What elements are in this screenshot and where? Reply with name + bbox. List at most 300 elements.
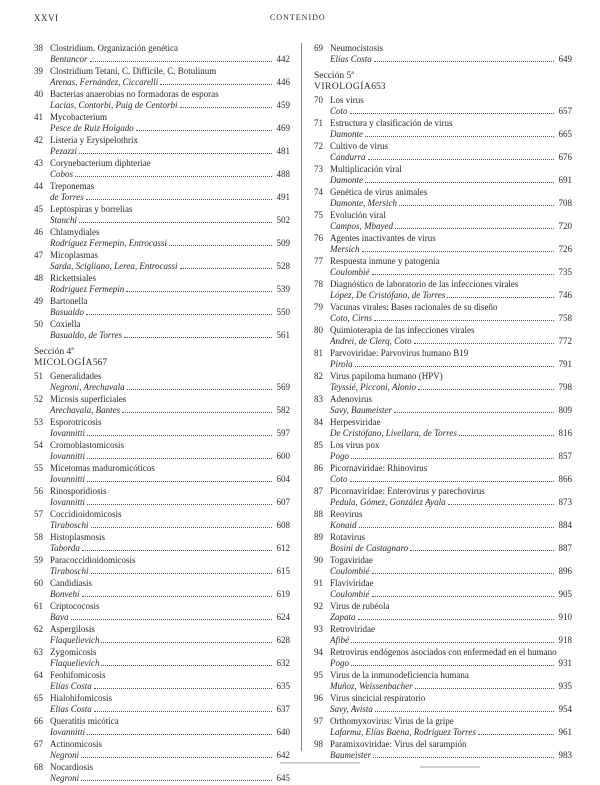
leader-dots [127, 389, 272, 390]
toc-entry [34, 371, 290, 392]
chapter-number: 97 [314, 716, 323, 726]
toc-entry [34, 89, 290, 110]
toc-entry [34, 555, 290, 576]
toc-entry [314, 118, 572, 139]
chapter-page-number: 772 [558, 335, 572, 346]
toc-entry [314, 164, 572, 185]
leader-dots [350, 113, 554, 114]
chapter-body [50, 578, 290, 599]
chapter-authors: Pogo [330, 657, 349, 668]
chapter-page-number: 612 [276, 542, 290, 553]
leader-dots [351, 665, 554, 666]
chapter-body [50, 624, 290, 645]
toc-entry [34, 66, 290, 87]
chapter-title: Togaviridae [330, 555, 373, 565]
chapter-authors: Rodríguez Fermepin, Entrocassi [50, 237, 167, 248]
section-page-number: 653 [371, 82, 386, 92]
toc-entry [314, 325, 572, 346]
chapter-title: Neumocistosis [330, 43, 383, 53]
leader-dots [459, 435, 554, 436]
chapter-authors: Coulombié [330, 565, 370, 576]
toc-entry [34, 204, 290, 225]
chapter-number: 87 [314, 486, 323, 496]
leader-dots [365, 136, 554, 137]
chapter-authors: Savy, Baumeister [330, 404, 392, 415]
leader-dots [75, 176, 272, 177]
toc-entry [314, 348, 572, 369]
chapter-authors-line [330, 313, 572, 324]
toc-entry [314, 555, 572, 576]
chapter-authors: Afibé [330, 634, 349, 645]
chapter-page-number: 628 [276, 634, 290, 645]
chapter-title: Cromoblastomicosis [50, 440, 124, 450]
toc-entry [34, 417, 290, 438]
toc-entry [314, 371, 572, 392]
chapter-page-number: 607 [276, 496, 290, 507]
chapter-authors: Arechavala, Bantes [50, 404, 121, 415]
chapter-authors-line [330, 727, 572, 738]
toc-entry [34, 532, 290, 553]
chapter-authors-line [330, 681, 572, 692]
leader-dots [373, 757, 554, 758]
chapter-title: Paramixoviridae: Virus del sarampión [330, 739, 467, 749]
toc-entry [314, 578, 572, 599]
chapter-authors-line [50, 238, 290, 249]
chapter-authors-line [330, 428, 572, 439]
leader-dots [87, 481, 272, 482]
chapter-page-number: 569 [276, 381, 290, 392]
toc-entry [34, 273, 290, 294]
toc-entry [34, 296, 290, 317]
chapter-number: 60 [34, 578, 43, 588]
chapter-body [50, 273, 290, 294]
chapter-title: Picornaviridae: Rhinovirus [330, 463, 428, 473]
chapter-body [330, 210, 572, 231]
leader-dots [86, 314, 272, 315]
chapter-body [330, 578, 572, 599]
leader-dots [180, 107, 272, 108]
chapter-body [50, 647, 290, 668]
toc-entry [34, 486, 290, 507]
chapter-number: 96 [314, 693, 323, 703]
chapter-authors-line [50, 520, 290, 531]
chapter-page-number: 910 [558, 611, 572, 622]
section-number: Sección 4ª [34, 347, 74, 357]
chapter-number: 42 [34, 135, 43, 145]
leader-dots [395, 228, 554, 229]
section-title: MICOLOGÍA [34, 358, 93, 368]
chapter-body [50, 371, 290, 392]
chapter-page-number: 640 [276, 726, 290, 737]
chapter-page-number: 600 [276, 450, 290, 461]
toc-entry [314, 417, 572, 438]
chapter-page-number: 488 [276, 168, 290, 179]
chapter-title: Retrovirus endógenos asociados con enfermedad en el humano [330, 647, 557, 657]
leader-dots [122, 412, 272, 413]
chapter-authors: Tiraboschi [50, 519, 89, 530]
leader-dots [101, 642, 272, 643]
chapter-number: 50 [34, 319, 43, 329]
chapter-body [330, 118, 572, 139]
chapter-page-number: 491 [276, 191, 290, 202]
toc-entry [34, 693, 290, 714]
chapter-title: Clostridium Tetani, C. Difficile, C. Botulinum [50, 66, 217, 76]
toc-entry [34, 158, 290, 179]
chapter-body [50, 601, 290, 622]
section-title: VIROLOGÍA [314, 82, 372, 92]
chapter-number: 48 [34, 273, 43, 283]
chapter-number: 54 [34, 440, 43, 450]
chapter-page-number: 918 [558, 634, 572, 645]
toc-entry [34, 319, 290, 340]
chapter-number: 83 [314, 394, 323, 404]
chapter-authors: Savy, Avista [330, 703, 373, 714]
toc-entry [34, 112, 290, 133]
chapter-authors: Pogo [330, 450, 349, 461]
chapter-authors-line [50, 307, 290, 318]
chapter-authors: Pirola [330, 358, 353, 369]
chapter-authors-line [50, 192, 290, 203]
chapter-title: Virus de la inmunodeficiencia humana [330, 670, 469, 680]
chapter-number: 57 [34, 509, 43, 519]
chapter-title: Virus sincicial respiratorio [330, 693, 426, 703]
chapter-number: 53 [34, 417, 43, 427]
chapter-authors: Taborda [50, 542, 80, 553]
chapter-number: 61 [34, 601, 43, 611]
leader-dots [372, 274, 555, 275]
chapter-body [50, 693, 290, 714]
chapter-authors-line [50, 658, 290, 669]
chapter-title: Queratitis micótica [50, 716, 119, 726]
chapter-authors: Baumeister [330, 749, 371, 760]
chapter-page-number: 442 [276, 53, 290, 64]
leader-dots [374, 61, 554, 62]
chapter-title: Feohifomicosis [50, 670, 106, 680]
toc-entry [314, 233, 572, 254]
chapter-authors-line [330, 198, 572, 209]
chapter-page-number: 798 [558, 381, 572, 392]
chapter-authors: Candurra [330, 151, 366, 162]
chapter-authors: Campos, Mbayed [330, 220, 393, 231]
toc-entry [34, 762, 290, 783]
chapter-page-number: 539 [276, 283, 290, 294]
chapter-body [50, 394, 290, 415]
chapter-authors-line [50, 261, 290, 272]
chapter-authors-line [330, 704, 572, 715]
toc-entry [34, 440, 290, 461]
chapter-page-number: 502 [276, 214, 290, 225]
chapter-title: Micosis superficiales [50, 394, 127, 404]
chapter-body [330, 417, 572, 438]
page-number: XXVI [34, 13, 59, 23]
chapter-page-number: 720 [558, 220, 572, 231]
leader-dots [359, 527, 554, 528]
chapter-number: 74 [314, 187, 323, 197]
toc-entry [314, 486, 572, 507]
chapter-authors-line [330, 106, 572, 117]
toc-entry [314, 601, 572, 622]
chapter-authors-line [50, 54, 290, 65]
leader-dots [368, 159, 554, 160]
chapter-number: 93 [314, 624, 323, 634]
chapter-title: Diagnóstico de laboratorio de las infecciones virales [330, 279, 519, 289]
chapter-number: 41 [34, 112, 43, 122]
leader-dots [355, 366, 554, 367]
chapter-page-number: 791 [558, 358, 572, 369]
toc-entry [34, 43, 290, 64]
chapter-authors-line [330, 382, 572, 393]
leader-dots [448, 504, 554, 505]
chapter-title: Listeria y Erysipelothrix [50, 135, 138, 145]
leader-dots [79, 222, 272, 223]
chapter-authors: Zapata [330, 611, 356, 622]
leader-dots [90, 61, 273, 62]
chapter-page-number: 896 [558, 565, 572, 576]
chapter-page-number: 649 [558, 53, 572, 64]
leader-dots [351, 458, 554, 459]
chapter-number: 78 [314, 279, 323, 289]
chapter-authors: Negroni, Arechavala [50, 381, 125, 392]
chapter-page-number: 758 [558, 312, 572, 323]
toc-entry [34, 135, 290, 156]
chapter-authors-line [50, 123, 290, 134]
toc-entry [314, 187, 572, 208]
chapter-page-number: 615 [276, 565, 290, 576]
chapter-body [330, 233, 572, 254]
chapter-authors-line [50, 169, 290, 180]
chapter-title: Hialohifomicosis [50, 693, 112, 703]
toc-entry [314, 302, 572, 323]
chapter-body [330, 739, 572, 760]
leader-dots [362, 251, 555, 252]
chapter-body [330, 302, 572, 323]
chapter-authors-line [330, 244, 572, 255]
chapter-number: 90 [314, 555, 323, 565]
chapter-number: 82 [314, 371, 323, 381]
chapter-title: Adenovirus [330, 394, 372, 404]
chapter-authors: Flaquelievich [50, 634, 100, 645]
chapter-body [330, 670, 572, 691]
chapter-authors-line [50, 497, 290, 508]
chapter-title: Multiplicación viral [330, 164, 402, 174]
chapter-authors-line [50, 589, 290, 600]
chapter-number: 43 [34, 158, 43, 168]
chapter-authors-line [330, 658, 572, 669]
chapter-page-number: 459 [276, 99, 290, 110]
chapter-title: Aspergilosis [50, 624, 95, 634]
chapter-title: Evolución viral [330, 210, 386, 220]
toc-entry [314, 210, 572, 231]
toc-entry [314, 463, 572, 484]
chapter-page-number: 469 [276, 122, 290, 133]
chapter-number: 65 [34, 693, 43, 703]
chapter-authors-line [330, 54, 572, 65]
chapter-authors-line [50, 727, 290, 738]
chapter-body [50, 135, 290, 156]
chapter-page-number: 735 [558, 266, 572, 277]
chapter-body [50, 296, 290, 317]
chapter-title: Bartonella [50, 296, 88, 306]
chapter-number: 79 [314, 302, 323, 312]
chapter-page-number: 931 [558, 657, 572, 668]
chapter-authors: Teyssié, Picconi, Alonio [330, 381, 416, 392]
chapter-authors-line [330, 589, 572, 600]
chapter-authors-line [50, 100, 290, 111]
chapter-body [330, 624, 572, 645]
toc-entry [314, 739, 572, 760]
chapter-authors: Stanchi [50, 214, 77, 225]
chapter-number: 69 [314, 43, 323, 53]
chapter-body [330, 463, 572, 484]
leader-dots [418, 389, 554, 390]
chapter-number: 64 [34, 670, 43, 680]
chapter-authors: Iovannitti [50, 473, 85, 484]
chapter-authors-line [330, 129, 572, 140]
toc-entry [314, 532, 572, 553]
chapter-body [330, 164, 572, 185]
leader-dots [71, 619, 273, 620]
chapter-authors-line [50, 566, 290, 577]
chapter-page-number: 604 [276, 473, 290, 484]
chapter-page-number: 619 [276, 588, 290, 599]
chapter-number: 55 [34, 463, 43, 473]
chapter-authors-line [330, 474, 572, 485]
chapter-number: 92 [314, 601, 323, 611]
leader-dots [126, 291, 272, 292]
leader-dots [447, 297, 554, 298]
chapter-authors: Elías Costa [50, 680, 92, 691]
chapter-authors-line [330, 221, 572, 232]
chapter-authors: Tiraboschi [50, 565, 89, 576]
chapter-authors: Basualdo, de Torres [50, 329, 123, 340]
chapter-number: 49 [34, 296, 43, 306]
chapter-body [330, 95, 572, 116]
chapter-number: 46 [34, 227, 43, 237]
section-number: Sección 5ª [314, 71, 354, 81]
chapter-authors: Coto [330, 105, 348, 116]
chapter-body [330, 279, 572, 300]
chapter-page-number: 642 [276, 749, 290, 760]
leader-dots [87, 734, 272, 735]
toc-entry [314, 394, 572, 415]
chapter-body [330, 43, 572, 64]
chapter-authors-line [50, 543, 290, 554]
chapter-authors-line [330, 520, 572, 531]
toc-entry [314, 279, 572, 300]
leader-dots [394, 412, 554, 413]
chapter-page-number: 550 [276, 306, 290, 317]
chapter-page-number: 608 [276, 519, 290, 530]
leader-dots [81, 757, 272, 758]
chapter-title: Herpesviridae [330, 417, 381, 427]
chapter-title: Nocardiosis [50, 762, 93, 772]
toc-entry [314, 670, 572, 691]
toc-right-column [314, 43, 572, 762]
chapter-authors-line [50, 704, 290, 715]
chapter-authors: Iovannitti [50, 427, 85, 438]
chapter-page-number: 665 [558, 128, 572, 139]
leader-dots [91, 527, 272, 528]
chapter-authors: Pezazzi [50, 145, 77, 156]
chapter-page-number: 708 [558, 197, 572, 208]
chapter-page-number: 887 [558, 542, 572, 553]
chapter-page-number: 935 [558, 680, 572, 691]
chapter-authors: Elías Costa [50, 703, 92, 714]
chapter-page-number: 632 [276, 657, 290, 668]
chapter-body [50, 89, 290, 110]
chapter-authors: Coto, Cirns [330, 312, 373, 323]
chapter-title: Virus de rubéola [330, 601, 390, 611]
toc-entry [314, 693, 572, 714]
chapter-authors: Elías Costa [330, 53, 372, 64]
chapter-number: 95 [314, 670, 323, 680]
leader-dots [124, 337, 272, 338]
chapter-authors: Lacias, Contorbi, Puig de Centorbi [50, 99, 178, 110]
chapter-authors: Iovannitti [50, 726, 85, 737]
chapter-authors: López, De Cristófano, de Torres [330, 289, 446, 300]
chapter-number: 44 [34, 181, 43, 191]
chapter-page-number: 561 [276, 329, 290, 340]
chapter-number: 52 [34, 394, 43, 404]
toc-entry [34, 647, 290, 668]
chapter-authors: Iovannitti [50, 450, 85, 461]
chapter-title: Picornaviridae: Enterovirus y parechovirus [330, 486, 485, 496]
toc-entry [314, 43, 572, 64]
chapter-number: 85 [314, 440, 323, 450]
toc-entry [34, 624, 290, 645]
chapter-title: Criptococosis [50, 601, 100, 611]
leader-dots [399, 205, 554, 206]
chapter-authors-line [50, 284, 290, 295]
chapter-number: 71 [314, 118, 323, 128]
chapter-body [50, 555, 290, 576]
chapter-number: 80 [314, 325, 323, 335]
section-page-number: 567 [92, 358, 108, 368]
chapter-number: 86 [314, 463, 323, 473]
chapter-authors: Iovannitti [50, 496, 85, 507]
chapter-body [330, 716, 572, 737]
chapter-title: Flaviviridae [330, 578, 374, 588]
chapter-page-number: 597 [276, 427, 290, 438]
chapter-page-number: 637 [276, 703, 290, 714]
chapter-authors: Cobos [50, 168, 74, 179]
chapter-authors: Sarda, Scigliano, Lerea, Entrocassi [50, 260, 178, 271]
chapter-title: Los virus pox [330, 440, 380, 450]
toc-entry [34, 250, 290, 271]
toc-entry [34, 601, 290, 622]
toc-entry [314, 95, 572, 116]
chapter-number: 88 [314, 509, 323, 519]
chapter-body [50, 417, 290, 438]
chapter-authors: Damonte [330, 128, 363, 139]
leader-dots [82, 550, 272, 551]
chapter-authors-line [50, 330, 290, 341]
chapter-number: 73 [314, 164, 323, 174]
chapter-body [330, 509, 572, 530]
chapter-authors: Pesce de Ruiz Holgado [50, 122, 134, 133]
leader-dots [180, 268, 273, 269]
chapter-page-number: 657 [558, 105, 572, 116]
chapter-body [50, 739, 290, 760]
chapter-authors-line [50, 382, 290, 393]
chapter-page-number: 905 [558, 588, 572, 599]
chapter-page-number: 509 [276, 237, 290, 248]
running-head: CONTENIDO [270, 13, 326, 22]
leader-dots [160, 84, 272, 85]
chapter-title: Cultivo de virus [330, 141, 388, 151]
toc-entry [314, 716, 572, 737]
chapter-title: Bacterias anaerobias no formadoras de esporas [50, 89, 219, 99]
